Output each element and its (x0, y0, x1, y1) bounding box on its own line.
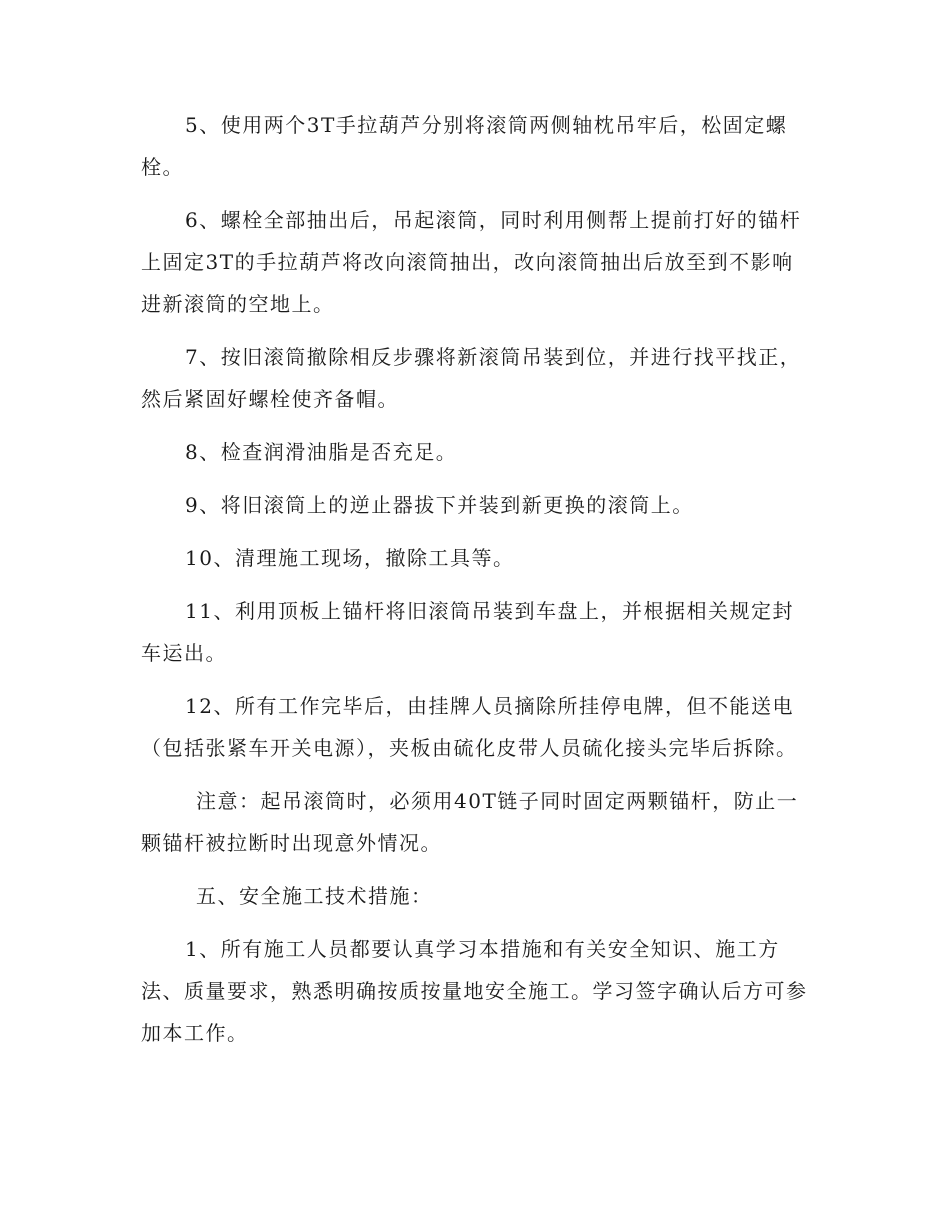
step-paragraph-9: 9、将旧滚筒上的逆止器拔下并装到新更换的滚筒上。 (185, 493, 694, 517)
document-body (141, 104, 809, 1065)
step-paragraph-5: 5、使用两个3T手拉葫芦分别将滚筒两侧轴枕吊牢后，松固定螺栓。 (141, 113, 788, 179)
step-paragraph-7: 7、按旧滚筒撤除相反步骤将新滚筒吊装到位，并进行找平找正，然后紧固好螺栓使齐备帽。 (141, 345, 802, 411)
section-heading: 五、安全施工技术措施： (196, 884, 433, 908)
safety-note: 注意：起吊滚筒时，必须用40T链子同时固定两颗锚杆，防止一颗锚杆被拉断时出现意外情况。 (141, 789, 799, 855)
step-paragraph-10: 10、清理施工现场，撤除工具等。 (185, 546, 515, 570)
step-paragraph-8: 8、检查润滑油脂是否充足。 (185, 440, 458, 464)
step-paragraph-11: 11、利用顶板上锚杆将旧滚筒吊装到车盘上，并根据相关规定封车运出。 (141, 599, 794, 665)
step-paragraph-12: 12、所有工作完毕后，由挂牌人员摘除所挂停电牌，但不能送电（包括张紧车开关电源），夹板由硫化皮带人员硫化接头完毕后拆除。 (141, 694, 798, 760)
step-paragraph-6: 6、螺栓全部抽出后，吊起滚筒，同时利用侧帮上提前打好的锚杆上固定3T的手拉葫芦将改向滚筒抽出，改向滚筒抽出后放至到不影响进新滚筒的空地上。 (141, 208, 802, 316)
section-paragraph-1: 1、所有施工人员都要认真学习本措施和有关安全知识、施工方法、质量要求，熟悉明确按质按量地安全施工。学习签字确认后方可参加本工作。 (141, 937, 808, 1045)
